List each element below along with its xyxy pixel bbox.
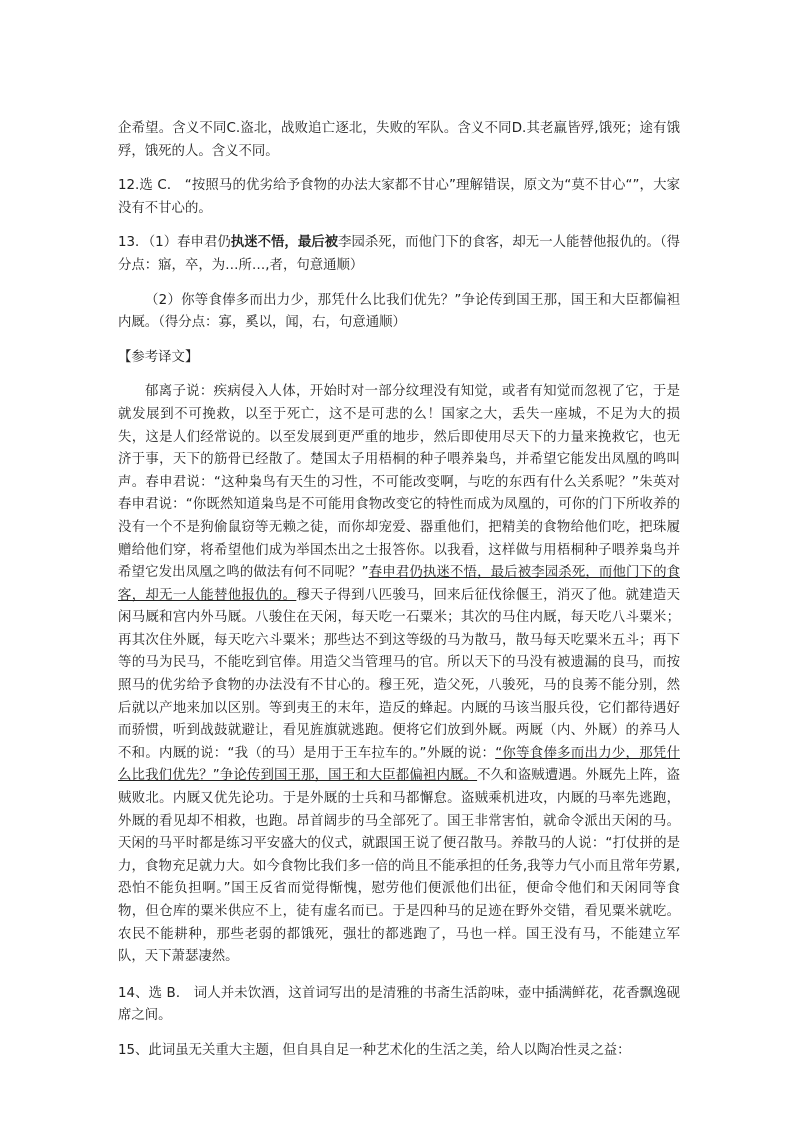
answer-12: 12.选 C． “按照马的优劣给予食物的办法大家都不甘心”理解错误，原文为“莫不甘心“”，大家没有不甘心的。: [118, 178, 680, 216]
document-page: [118, 118, 680, 1075]
reference-translation-body: [118, 381, 680, 968]
translation-part-2: 穆天子得到八匹骏马，回来后征伐徐偃王，消灭了他。就建造天闲马厩和宫内外马厩。八骏住在天闲，每天吃一石粟米；其次的马住内厩，每天吃八斗粟米；再其次住外厩，每天吃六斗粟米；那些达不到这等级的马为散马，散马每天吃粟米五斗；再下等的马为民马，不能吃到官俸。用造父当管理马的官。所以天下的马没有被遗漏的良马，而按照马的优劣给予食物的办法没有不甘心的。穆王死，造父死，八骏死，马的良莠不能分别，然后就以产地来加以区别。等到夷王的末年，造反的蜂起。内厩的马该当服兵役，它们都待遇好而骄惯，听到战鼓就避让，看见旌旗就逃跑。便将它们放到外厩。两厩（内、外厩）的养马人不和。内厩的说：“我（的马）是用于王车拉车的。”外厩的说：: [118, 587, 681, 761]
answer-continuation: 企希望。含义不同C.盗北，战败追亡逐北，失败的军队。含义不同D.其老羸皆殍,饿死；途有饿殍，饿死的人。含义不同。: [118, 121, 680, 159]
answer-13-bold: 执迷不悟，最后被: [230, 235, 339, 251]
translation-underline-2: “你等食俸多而出力少，那凭什么比我们优先？”争论传到国王那，国王和大臣都偏袒内厩。: [118, 745, 680, 784]
translation-part-1: 郁离子说：疾病侵入人体，开始时对一部分纹理没有知觉，或者有知觉而忽视了它，于是就发展到不可挽救，以至于死亡，这不是可悲的么！国家之大，丢失一座城，不足为大的损失，这是人们经常说的。以至发展到更严重的地步，然后即使用尽天下的力量来挽救它，也无济于事，天下的筋骨已经散了。楚国太子用梧桐的种子喂养枭鸟，并希望它能发出凤凰的鸣叫声。春申君说：“这种枭鸟有天生的习性，不可能改变啊，与吃的东西有什么关系呢？”朱英对春申君说：“你既然知道枭鸟是不可能用食物改变它的特性而成为凤凰的，可你的门下所收养的没有一个不是狗偷鼠窃等无赖之徒，而你却宠爱、器重他们，把精美的食物给他们吃，把珠履赠给他们穿，将希望他们成为举国杰出之士报答你。以我看，这样做与用梧桐种子喂养枭鸟并希望它发出凤凰之鸣的做法有何不同呢？”: [118, 384, 680, 581]
answer-15: 15、此词虽无关重大主题，但自具自足一种艺术化的生活之美，给人以陶冶性灵之益：: [118, 1042, 631, 1058]
answer-13-prefix: 13．（1）春申君仍: [118, 235, 231, 251]
translation-part-3: 不久和盗贼遭遇。外厩先上阵，盗贼败北。内厩又优先论功。于是外厩的士兵和马都懈怠。盗贼乘机进攻，内厩的马率先逃跑，外厩的看见却不相救，也跑。昂首阔步的马全部死了。国王非常害怕，就命令派出天闲的马。天闲的马平时都是练习平安盛大的仪式，就跟国王说了便召散马。养散马的人说：“打仗拼的是力，食物充足就力大。如今食物比我们多一倍的尚且不能承担的任务,我等力气小而且常年劳累,恐怕不能负担啊。”国王反省而觉得惭愧，慰劳他们便派他们出征，便命令他们和天闲同等食物，但仓库的粟米供应不上，徒有虚名而已。于是四种马的足迹在野外交错，看见粟米就吃。农民不能耕种，那些老弱的都饿死，强壮的都逃跑了，马也一样。国王没有马，不能建立军队，天下萧瑟凄然。: [118, 768, 681, 965]
answer-14: 14、选 B． 词人并未饮酒，这首词写出的是清雅的书斋生活韵味，壶中插满鲜花，花香飘逸砚席之间。: [118, 985, 680, 1024]
reference-translation-heading: 【参考译文】: [118, 349, 199, 365]
answer-13-1: [118, 232, 680, 277]
answer-13-2: （2）你等食俸多而出力少，那凭什么比我们优先？”争论传到国王那，国王和大臣都偏袒内厩。（得分点：寡，奚以，闻，右，句意通顺）: [118, 292, 680, 331]
answer-13-rest: 李园杀死，而他门下的食客，却无一人能替他报仇的。（得分点：寤，卒，为…所…,者，句意通顺）: [118, 235, 681, 273]
translation-underline-1: 春申君仍执迷不悟，最后被李园杀死，而他门下的食客，却无一人能替他报仇的。: [118, 565, 680, 603]
